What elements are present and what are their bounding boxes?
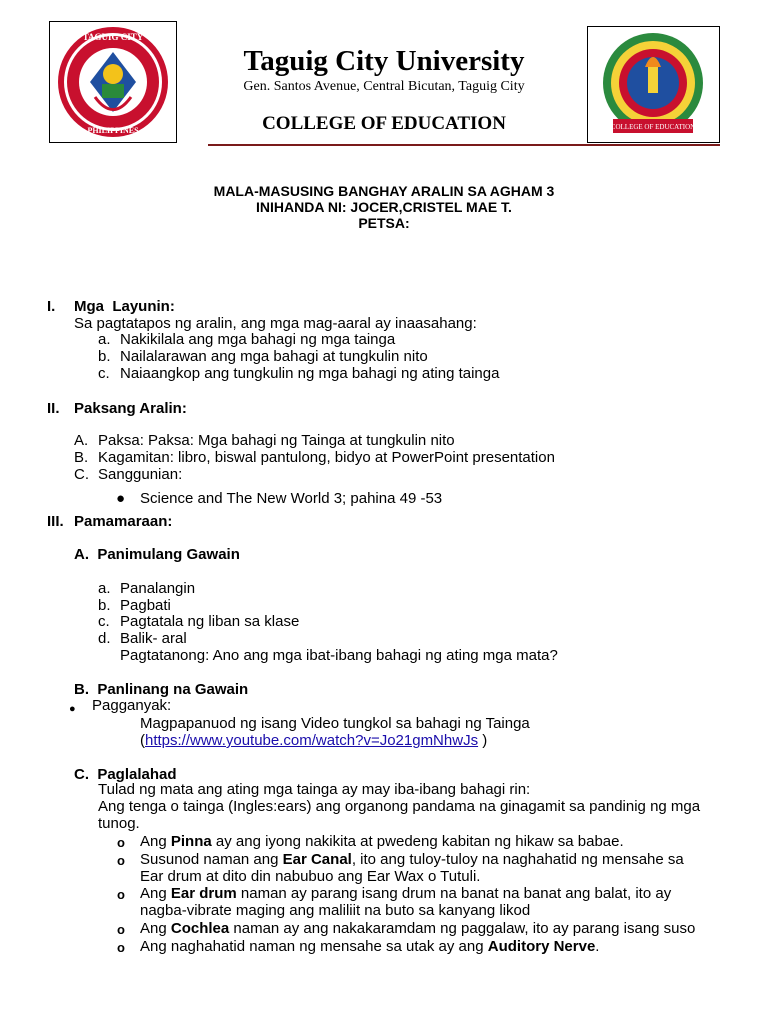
presentation-line-1: Tulad ng mata ang ating mga tainga ay may iba-ibang bahagi rin: bbox=[98, 781, 531, 798]
subsection-c-heading: C. Paglalahad bbox=[74, 766, 177, 783]
section-1-intro: Sa pagtatapos ng aralin, ang mga mag-aaral ay inaasahang: bbox=[74, 315, 477, 332]
ear-part-cochlea: Ang Cochlea naman ay ang nakakaramdam ng paggalaw, ito ay parang isang suso bbox=[140, 920, 696, 937]
objective-marker-b: b. bbox=[98, 348, 111, 365]
ear-part-bullet-icon: o bbox=[117, 940, 125, 955]
activity-c: Pagtatala ng liban sa klase bbox=[120, 613, 300, 630]
motivation-label: Pagganyak: bbox=[92, 697, 172, 714]
video-link-line bbox=[140, 732, 487, 749]
activity-marker-d: d. bbox=[98, 630, 111, 647]
youtube-video-link[interactable]: https://www.youtube.com/watch?v=Jo21gmNhwJs bbox=[145, 732, 479, 749]
presentation-line-2: Ang tenga o tainga (Ingles:ears) ang organong pandama na ginagamit sa pandinig ng mga bbox=[98, 798, 701, 815]
topic-marker-a: A. bbox=[74, 432, 89, 449]
ear-part-bullet-icon: o bbox=[117, 853, 125, 868]
college-name: COLLEGE OF EDUCATION bbox=[262, 113, 506, 134]
date-label: PETSA: bbox=[358, 215, 410, 231]
ear-part-auditory-nerve: Ang naghahatid naman ng mensahe sa utak ay ang Auditory Nerve. bbox=[140, 938, 600, 955]
link-open-paren: ( bbox=[140, 732, 145, 749]
activity-marker-b: b. bbox=[98, 597, 111, 614]
topic-marker-c: C. bbox=[74, 466, 89, 483]
subsection-a-heading: A. Panimulang Gawain bbox=[74, 546, 240, 563]
svg-text:PHILIPPINES: PHILIPPINES bbox=[87, 126, 139, 135]
activity-marker-c: c. bbox=[98, 613, 110, 630]
topic-c: Sanggunian: bbox=[98, 466, 183, 483]
activity-marker-a: a. bbox=[98, 580, 111, 597]
section-3-heading: Pamamaraan: bbox=[74, 513, 173, 530]
motivation-bullet-icon: ● bbox=[69, 703, 76, 715]
activity-d: Balik- aral bbox=[120, 630, 187, 647]
objective-c: Naiaangkop ang tungkulin ng mga bahagi ng ating tainga bbox=[120, 365, 500, 382]
right-logo-frame bbox=[587, 26, 720, 143]
activity-a: Panalangin bbox=[120, 580, 196, 597]
ear-part-ear-canal: Susunod naman ang Ear Canal, ito ang tuloy-tuloy na naghahatid ng mensahe sa bbox=[140, 851, 684, 868]
review-question: Pagtatanong: Ano ang mga ibat-ibang bahagi ng ating mga mata? bbox=[120, 647, 558, 664]
ear-part-ear-drum: Ang Ear drum naman ay parang isang drum na banat na banat ang balat, ito ay bbox=[140, 885, 672, 902]
ear-part-bullet-icon: o bbox=[117, 922, 125, 937]
ear-part-bullet-icon: o bbox=[117, 887, 125, 902]
ear-part-pinna: Ang Pinna ay ang iyong nakikita at pwedeng kabitan ng hikaw sa babae. bbox=[140, 833, 624, 850]
college-seal-logo bbox=[588, 27, 719, 142]
reference-text: Science and The New World 3; pahina 49 -53 bbox=[140, 490, 443, 507]
topic-marker-b: B. bbox=[74, 449, 89, 466]
section-2-heading: Paksang Aralin: bbox=[74, 400, 187, 417]
header-divider bbox=[208, 144, 720, 146]
prepared-by: INIHANDA NI: JOCER,CRISTEL MAE T. bbox=[256, 199, 512, 215]
activity-b: Pagbati bbox=[120, 597, 171, 614]
objective-marker-c: c. bbox=[98, 365, 110, 382]
university-seal-logo bbox=[50, 22, 176, 142]
lesson-plan-title: MALA-MASUSING BANGHAY ARALIN SA AGHAM 3 bbox=[213, 183, 555, 199]
left-logo-frame bbox=[49, 21, 177, 143]
section-1-heading: Mga Layunin: bbox=[74, 298, 175, 315]
subsection-b-heading: B. Panlinang na Gawain bbox=[74, 681, 249, 698]
ear-part-bullet-icon: o bbox=[117, 835, 125, 850]
svg-text:COLLEGE OF EDUCATION: COLLEGE OF EDUCATION bbox=[610, 123, 696, 131]
svg-text:TAGUIG CITY: TAGUIG CITY bbox=[82, 32, 144, 42]
section-1-number: I. bbox=[47, 298, 56, 315]
motivation-text: Magpapanuod ng isang Video tungkol sa bahagi ng Tainga bbox=[140, 715, 530, 732]
section-3-number: III. bbox=[47, 513, 64, 530]
university-name: Taguig City University bbox=[243, 45, 525, 77]
topic-a: Paksa: Paksa: Mga bahagi ng Tainga at tungkulin nito bbox=[98, 432, 455, 449]
link-close-paren: ) bbox=[478, 732, 488, 749]
section-2-number: II. bbox=[47, 400, 60, 417]
ear-part-ear-drum-cont: nagba-vibrate maging ang maliliit na buto sa kanyang likod bbox=[140, 902, 531, 919]
objective-b: Nailalarawan ang mga bahagi at tungkulin nito bbox=[120, 348, 428, 365]
objective-a: Nakikilala ang mga bahagi ng mga tainga bbox=[120, 331, 396, 348]
presentation-line-3: tunog. bbox=[98, 815, 140, 832]
university-address: Gen. Santos Avenue, Central Bicutan, Taguig City bbox=[243, 79, 525, 94]
ear-part-ear-canal-cont: Ear drum at dito din nabubuo ang Ear Wax o Tutuli. bbox=[140, 868, 481, 885]
reference-bullet-icon: ● bbox=[116, 490, 126, 507]
topic-b: Kagamitan: libro, biswal pantulong, bidyo at PowerPoint presentation bbox=[98, 449, 555, 466]
objective-marker-a: a. bbox=[98, 331, 111, 348]
